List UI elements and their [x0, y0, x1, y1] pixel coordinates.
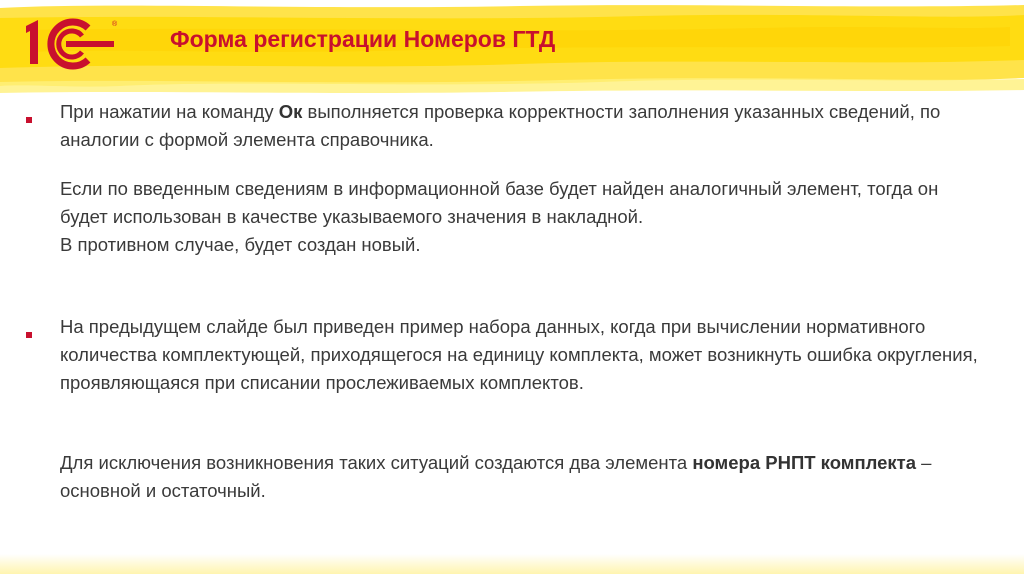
bullet-2-text-start: Для исключения возникновения таких ситуаций создаются два элемента [60, 452, 693, 473]
slide-title: Форма регистрации Номеров ГТД [170, 26, 556, 52]
bullet-2-paragraph-1 [60, 313, 990, 397]
bullet-1-text-end: выполняется проверка корректности заполнения указанных сведений, по аналогии с формой элемента справочника. [60, 101, 941, 150]
bullet-2-paragraph-2 [60, 449, 990, 505]
bullet-2-text-end: – основной и остаточный. [60, 452, 932, 501]
bullet-1-text-start: При нажатии на команду [60, 101, 279, 122]
bullet-2-rounding-error-text: На предыдущем слайде был приведен пример набора данных, когда при вычислении нормативного количества комплектующей, приходящегося на единицу комплекта, может возникнуть ошибка округления, проявляющаяся при списании прослеживаемых комплектов. [60, 316, 978, 393]
bullet-1-paragraph-2 [60, 175, 990, 259]
bullet-1-found-element-text: Если по введенным сведениям в информационной базе будет найден аналогичный элемент, тогда он будет использован в качестве указываемого значения в накладной. [60, 178, 939, 227]
bullet-1-paragraph-1 [60, 98, 990, 154]
ok-command-bold: Ок [278, 101, 303, 122]
rnpt-number-bold: номера РНПТ комплекта [692, 452, 917, 473]
bullet-marker-1 [26, 117, 32, 123]
svg-text:®: ® [112, 21, 118, 28]
bullet-1-otherwise-text: В противном случае, будет создан новый. [60, 234, 421, 255]
bottom-highlight-band [0, 554, 1024, 574]
bullet-marker-2 [26, 332, 32, 338]
